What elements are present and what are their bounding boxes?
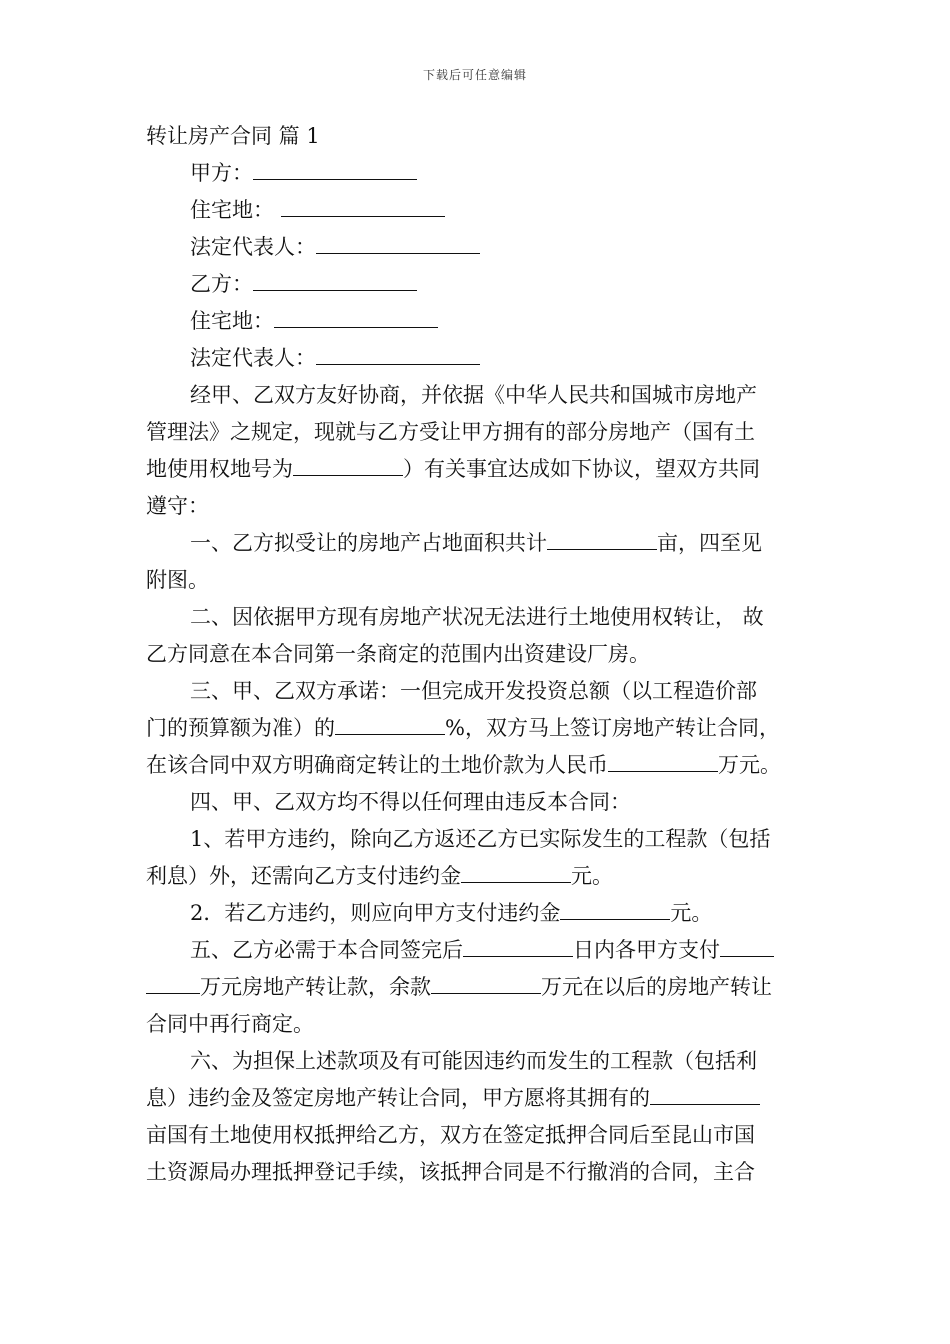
- clause-5-text-a: 五、乙方必需于本合同签完后: [190, 938, 463, 962]
- clause-4-sub-1-text-b: 元。: [571, 864, 613, 888]
- clause-3-text-b: %，双方马上签订房地产转让合同，: [445, 716, 780, 740]
- clause-5-text-c: 万元房地产转让款，余款: [200, 975, 431, 999]
- party-a-address-label: 住宅地：: [190, 198, 274, 222]
- intro-line-3: [146, 451, 806, 488]
- clause-6-text-a: 息）违约金及签定房地产转让合同，甲方愿将其拥有的: [146, 1086, 650, 1110]
- clause-3-text-a: 门的预算额为准）的: [146, 716, 335, 740]
- contract-body: [146, 118, 806, 1191]
- mortgage-area-blank[interactable]: [650, 1084, 760, 1105]
- balance-blank[interactable]: [431, 973, 541, 994]
- party-b-rep-label: 法定代表人：: [190, 346, 316, 370]
- price-blank[interactable]: [608, 751, 718, 772]
- header-note: 下载后可任意编辑: [422, 68, 527, 82]
- clause-4-sub-2-text-a: 2．若乙方违约，则应向甲方支付违约金: [190, 901, 561, 925]
- clause-6-line-1: 六、为担保上述款项及有可能因违约而发生的工程款（包括利: [190, 1049, 757, 1073]
- land-number-blank[interactable]: [293, 455, 403, 476]
- clause-1-text-a: 一、乙方拟受让的房地产占地面积共计: [190, 531, 547, 555]
- clause-5-text-b: 日内各甲方支付: [573, 938, 720, 962]
- clause-4-sub-2-text-b: 元。: [670, 901, 713, 925]
- clause-4-sub-1-text-a: 利息）外，还需向乙方支付违约金: [146, 864, 461, 888]
- clause-3-line-3: [146, 747, 806, 784]
- percent-blank[interactable]: [335, 714, 445, 735]
- area-blank[interactable]: [547, 529, 657, 550]
- clause-5-line-1: [146, 932, 806, 969]
- party-a-rep-label: 法定代表人：: [190, 235, 316, 259]
- party-a-blank[interactable]: [253, 159, 417, 180]
- clause-5-line-2: [146, 969, 806, 1006]
- clause-1-text-b: 亩，四至见: [657, 531, 762, 555]
- clause-4-sub-1-line-1: 1、若甲方违约，除向乙方返还乙方已实际发生的工程款（包括: [190, 827, 771, 851]
- clause-6-line-3: 亩国有土地使用权抵押给乙方，双方在签定抵押合同后至昆山市国: [146, 1123, 755, 1147]
- party-a-address-line: [146, 192, 806, 229]
- days-blank[interactable]: [463, 936, 573, 957]
- clause-3-text-c: 在该合同中双方明确商定转让的土地价款为人民币: [146, 753, 608, 777]
- clause-6-line-4: 土资源局办理抵押登记手续，该抵押合同是不行撤消的合同，主合: [146, 1160, 755, 1184]
- clause-3-text-d: 万元。: [718, 753, 781, 777]
- contract-title: 转让房产合同 篇 1: [146, 124, 320, 148]
- party-b-address-line: [146, 303, 806, 340]
- clause-5-text-d: 万元在以后的房地产转让: [541, 975, 772, 999]
- clause-4-line-1: 四、甲、乙双方均不得以任何理由违反本合同：: [190, 790, 631, 814]
- clause-4-sub-1-line-2: [146, 858, 806, 895]
- party-b-rep-line: [146, 340, 806, 377]
- payment-blank-part-1[interactable]: [720, 936, 774, 957]
- party-b-address-label: 住宅地：: [190, 309, 274, 333]
- party-a-rep-blank[interactable]: [316, 233, 480, 254]
- penalty-b-blank[interactable]: [560, 899, 670, 920]
- penalty-a-blank[interactable]: [461, 862, 571, 883]
- intro-text-b: ）有关事宜达成如下协议，望双方共同: [403, 457, 760, 481]
- party-b-address-blank[interactable]: [274, 307, 438, 328]
- clause-6-line-2: [146, 1080, 806, 1117]
- clause-3-line-1: 三、甲、乙双方承诺：一但完成开发投资总额（以工程造价部: [190, 679, 757, 703]
- intro-line-2: 管理法》之规定，现就与乙方受让甲方拥有的部分房地产（国有土: [146, 420, 755, 444]
- party-a-line: [146, 155, 806, 192]
- party-a-label: 甲方：: [190, 161, 253, 185]
- clause-2-line-2: 乙方同意在本合同第一条商定的范围内出资建设厂房。: [146, 642, 650, 666]
- party-b-line: [146, 266, 806, 303]
- payment-blank-part-2[interactable]: [146, 973, 200, 994]
- clause-1-line-1: [146, 525, 806, 562]
- party-a-rep-line: [146, 229, 806, 266]
- party-a-address-blank[interactable]: [281, 196, 445, 217]
- intro-line-1: 经甲、乙双方友好协商，并依据《中华人民共和国城市房地产: [190, 383, 757, 407]
- clause-5-line-3: 合同中再行商定。: [146, 1012, 314, 1036]
- clause-1-line-2: 附图。: [146, 568, 209, 592]
- clause-2-line-1: 二、因依据甲方现有房地产状况无法进行土地使用权转让， 故: [190, 605, 764, 629]
- party-b-label: 乙方：: [190, 272, 253, 296]
- clause-4-sub-2-line: [146, 895, 806, 932]
- clause-3-line-2: [146, 710, 806, 747]
- intro-text-a: 地使用权地号为: [146, 457, 293, 481]
- intro-line-4: 遵守：: [146, 494, 209, 518]
- party-b-blank[interactable]: [253, 270, 417, 291]
- party-b-rep-blank[interactable]: [316, 344, 480, 365]
